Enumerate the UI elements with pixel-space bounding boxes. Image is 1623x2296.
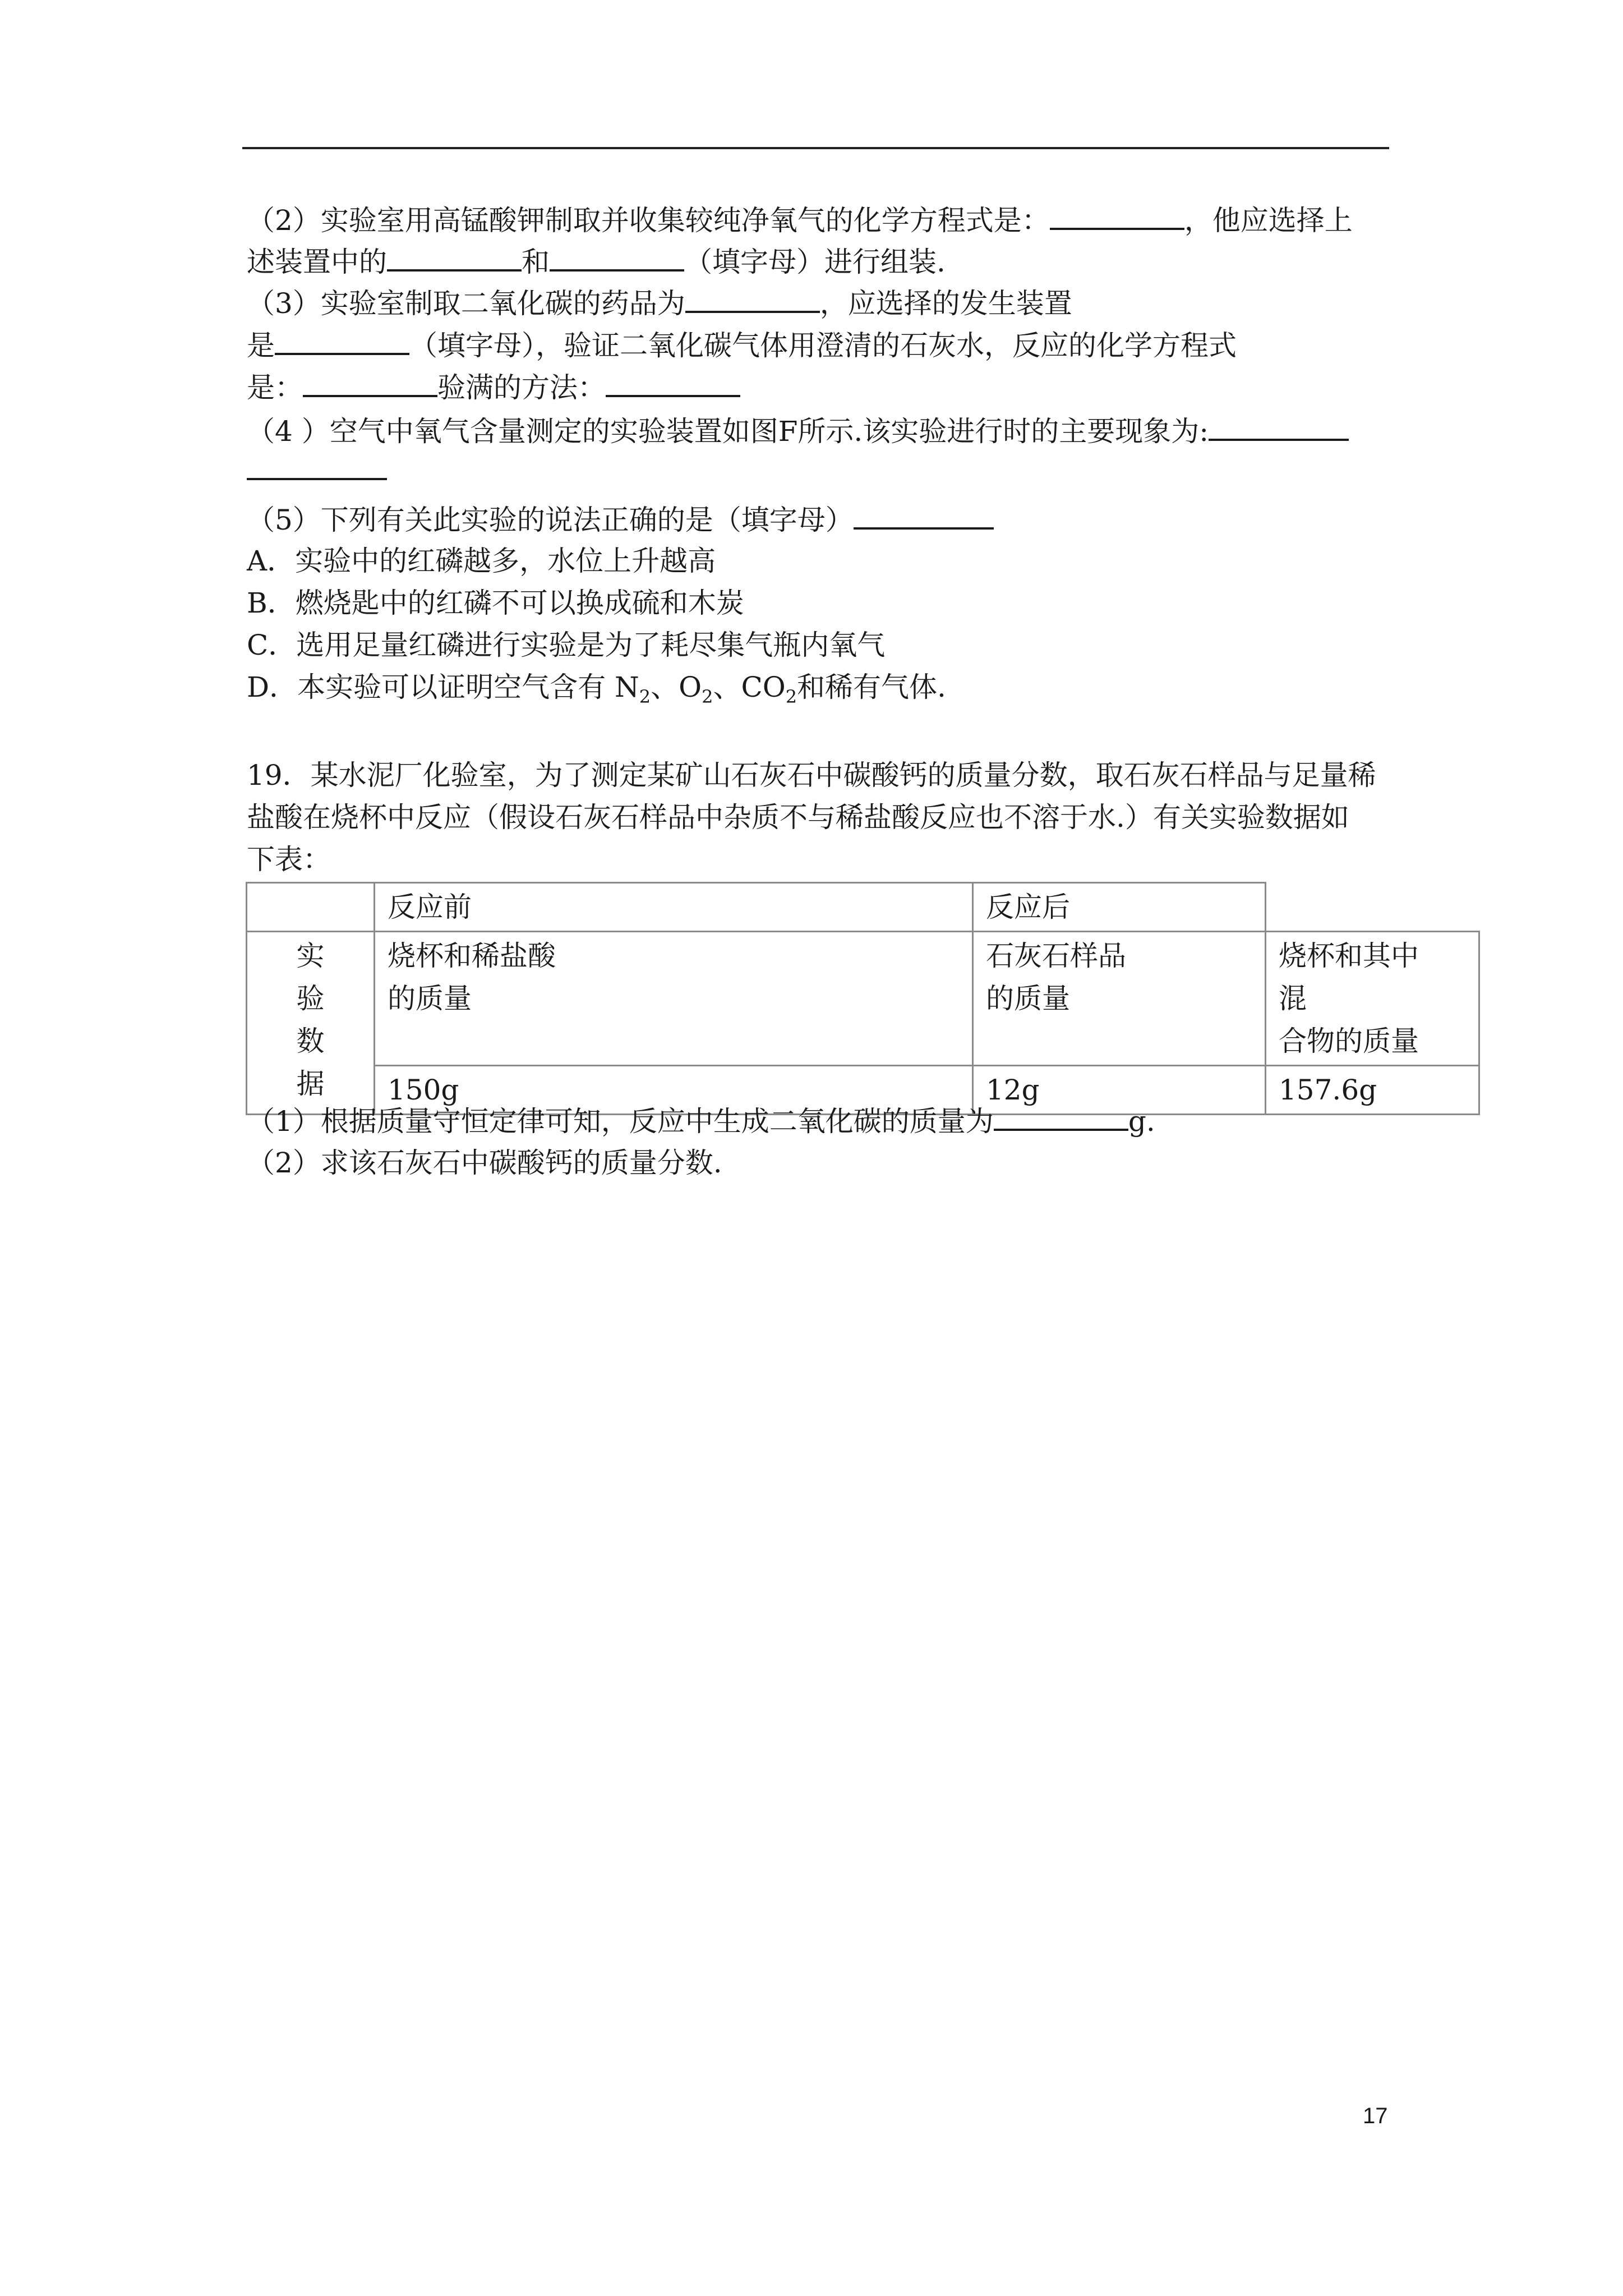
q18-optD-text-a: D．本实验可以证明空气含有 N <box>247 671 639 703</box>
answer-blank[interactable] <box>550 245 684 272</box>
answer-blank[interactable] <box>606 370 740 397</box>
q18-part3-line1 <box>247 286 1072 320</box>
table-vertical-label <box>247 932 375 1115</box>
q18-p3-text-e: 是： <box>247 371 303 404</box>
q18-p2-text-e: （填字母）进行组装. <box>684 246 946 278</box>
table-col2-label <box>973 932 1266 1066</box>
q18-option-b: B．燃烧匙中的红磷不可以换成硫和木炭 <box>247 587 744 619</box>
q19-sub1-text-a: （1）根据质量守恒定律可知，反应中生成二氧化碳的质量为 <box>247 1105 994 1138</box>
answer-blank[interactable] <box>994 1104 1128 1131</box>
table-cell-empty <box>247 883 375 932</box>
answer-blank[interactable] <box>303 370 437 397</box>
experiment-data-table <box>246 882 1480 1115</box>
q18-part4-line2 <box>247 453 387 487</box>
q18-part2-line2 <box>247 245 946 279</box>
q18-p3-text-c: 是 <box>247 329 275 362</box>
answer-blank[interactable] <box>854 503 994 530</box>
q18-optD-text-b: 、O <box>651 671 702 703</box>
q18-p3-text-d: （填字母），验证二氧化碳气体用澄清的石灰水，反应的化学方程式 <box>409 329 1237 362</box>
table-cell-none <box>1266 883 1479 932</box>
q18-p3-text-a: （3）实验室制取二氧化碳的药品为 <box>247 287 685 320</box>
q18-p2-text-c: 述装置中的 <box>247 246 387 278</box>
q18-p4-text: （4 ）空气中氧气含量测定的实验装置如图F所示.该实验进行时的主要现象为: <box>247 415 1209 448</box>
q19-line1: 19．某水泥厂化验室，为了测定某矿山石灰石中碳酸钙的质量分数，取石灰石样品与足量稀 <box>247 759 1376 792</box>
q19-line2: 盐酸在烧杯中反应（假设石灰石样品中杂质不与稀盐酸反应也不溶于水.）有关实验数据如 <box>247 801 1349 834</box>
q18-p3-text-f: 验满的方法： <box>437 371 606 404</box>
q18-option-d <box>247 670 946 707</box>
cell-line: 的质量 <box>388 982 472 1015</box>
q18-option-a: A．实验中的红磷越多，水位上升越高 <box>247 545 716 577</box>
q18-p5-text: （5）下列有关此实验的说法正确的是（填字母） <box>247 504 854 536</box>
answer-blank[interactable] <box>1050 203 1184 230</box>
page-number: 17 <box>1363 2104 1388 2128</box>
cell-line: 的质量 <box>986 982 1070 1015</box>
q18-part2-line1 <box>247 203 1353 237</box>
cell-line: 石灰石样品 <box>986 940 1126 972</box>
vert-char: 实 <box>296 940 325 972</box>
cell-line: 烧杯和其中 <box>1279 940 1419 972</box>
header-rule <box>242 147 1389 149</box>
q18-optD-text-d: 和稀有气体. <box>797 671 946 703</box>
q19-line3: 下表： <box>247 843 331 876</box>
answer-blank[interactable] <box>1209 414 1349 441</box>
table-col1-value: 150g <box>375 1066 973 1115</box>
table-row <box>247 932 1479 1066</box>
table-col1-label <box>375 932 973 1066</box>
subscript: 2 <box>639 686 651 707</box>
q18-p2-text-d: 和 <box>522 246 550 278</box>
cell-line: 合物的质量 <box>1279 1025 1419 1057</box>
q18-part5 <box>247 503 994 537</box>
q18-p2-text-a: （2）实验室用高锰酸钾制取并收集较纯净氧气的化学方程式是： <box>247 204 1050 237</box>
q18-part3-line3 <box>247 370 740 404</box>
table-col2-value: 12g <box>973 1066 1266 1115</box>
q18-part3-line2 <box>247 328 1237 362</box>
answer-blank[interactable] <box>387 245 522 272</box>
q18-option-c: C．选用足量红磷进行实验是为了耗尽集气瓶内氧气 <box>247 629 886 661</box>
table-col3-label <box>1266 932 1479 1066</box>
vert-char: 据 <box>296 1068 325 1100</box>
subscript: 2 <box>702 686 713 707</box>
q19-sub1-text-b: g. <box>1128 1105 1155 1138</box>
answer-blank[interactable] <box>275 328 409 355</box>
q18-p3-text-b: ，应选择的发生装置 <box>819 287 1072 320</box>
table-header-before: 反应前 <box>375 883 973 932</box>
table-header-after: 反应后 <box>973 883 1266 932</box>
answer-blank[interactable] <box>685 286 820 313</box>
q18-part4-line1 <box>247 414 1349 448</box>
cell-line: 烧杯和稀盐酸 <box>388 940 556 972</box>
vert-char: 验 <box>296 982 325 1015</box>
answer-blank[interactable] <box>247 453 387 480</box>
table-row <box>247 883 1479 932</box>
q18-p2-text-b: ，他应选择上 <box>1184 204 1353 237</box>
table-col3-value: 157.6g <box>1266 1066 1479 1115</box>
cell-line: 混 <box>1279 982 1307 1015</box>
q19-sub2: （2）求该石灰石中碳酸钙的质量分数. <box>247 1147 722 1179</box>
q18-optD-text-c: 、CO <box>713 671 786 703</box>
q19-sub1 <box>247 1104 1155 1138</box>
vert-char: 数 <box>296 1025 325 1057</box>
subscript: 2 <box>785 686 797 707</box>
